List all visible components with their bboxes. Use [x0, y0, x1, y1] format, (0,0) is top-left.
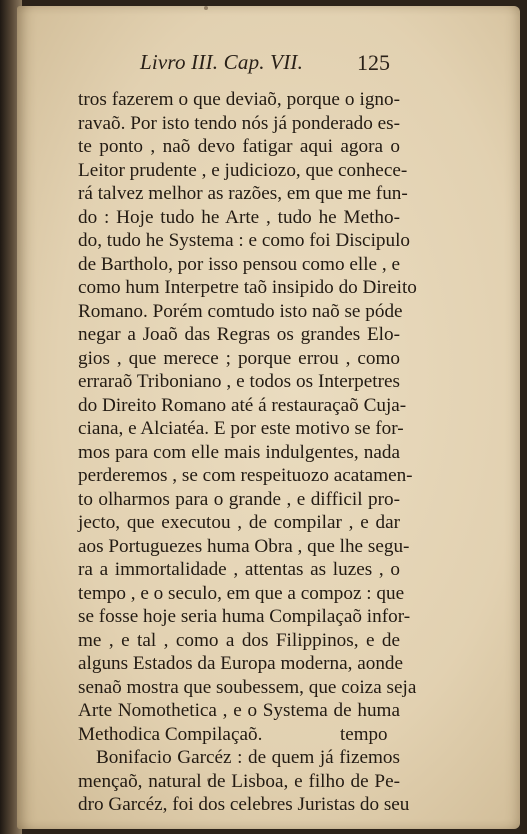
- text-line: do : Hoje tudo he Arte , tudo he Metho-: [78, 206, 400, 228]
- text-line: mos para com elle mais indulgentes, nada: [78, 441, 400, 463]
- text-line: aos Portuguezes huma Obra , que lhe segu-: [78, 535, 410, 557]
- text-line: to olharmos para o grande , e difficil pro-: [78, 488, 400, 510]
- text-line: jecto, que executou , de compilar , e dar: [78, 512, 400, 533]
- text-line: alguns Estados da Europa moderna, aonde: [78, 653, 404, 674]
- running-title: Livro III. Cap. VII.: [140, 50, 304, 74]
- text-line: tros fazerem o que deviaõ, porque o igno-: [78, 89, 400, 110]
- text-line: tempo , e o seculo, em que a compoz : que: [78, 582, 405, 604]
- catchword: tempo: [340, 724, 388, 745]
- text-line: me , e tal , como a dos Filippinos, e de: [78, 629, 400, 651]
- text-line: Methodica Compilaçaõ.: [78, 723, 263, 745]
- text-line: ravaõ. Por isto tendo nós já ponderado es-: [78, 112, 400, 134]
- text-line: do Direito Romano até á restauraçaõ Cuja-: [78, 394, 407, 416]
- text-line: rá talvez melhor as razões, em que me fun-: [78, 183, 408, 204]
- body-text: [78, 88, 417, 817]
- text-line: de Bartholo, por isso pensou como elle , e: [78, 253, 400, 275]
- text-line: erraraõ Triboniano , e todos os Interpetres: [78, 371, 400, 392]
- text-line: do, tudo he Systema : e como foi Discipulo: [78, 230, 411, 251]
- text-line: ra a immortalidade , attentas as luzes , o: [78, 559, 400, 580]
- text-line: mençaõ, natural de Lisboa, e filho de Pe-: [78, 770, 400, 792]
- page-number: 125: [357, 50, 390, 75]
- text-line: Arte Nomothetica , e o Systema de huma: [78, 700, 400, 721]
- text-line: se fosse hoje seria huma Compilaçaõ infor-: [78, 606, 411, 627]
- running-header: [130, 44, 390, 76]
- text-line: Leitor prudente , e judiciozo, que conhece-: [78, 159, 408, 181]
- text-line: como hum Interpetre taõ insipido do Direito: [78, 277, 417, 298]
- text-line: gios , que merece ; porque errou , como: [78, 347, 400, 369]
- text-line: senaõ mostra que soubessem, que coiza seja: [78, 676, 417, 698]
- text-line: te ponto , naõ devo fatigar aqui agora o: [78, 136, 400, 157]
- text-line: negar a Joaõ das Regras os grandes Elo-: [78, 324, 400, 345]
- text-line: perderemos , se com respeituozo acatamen-: [78, 465, 413, 486]
- text-line: dro Garcéz, foi dos celebres Juristas do seu: [78, 794, 410, 815]
- text-line: Romano. Porém comtudo isto naõ se póde: [78, 300, 403, 322]
- paper-speck: [204, 6, 208, 10]
- paragraph-first-line: Bonifacio Garcéz : de quem já fizemos: [96, 747, 400, 768]
- text-line: ciana, e Alciatéa. E por este motivo se for-: [78, 418, 404, 439]
